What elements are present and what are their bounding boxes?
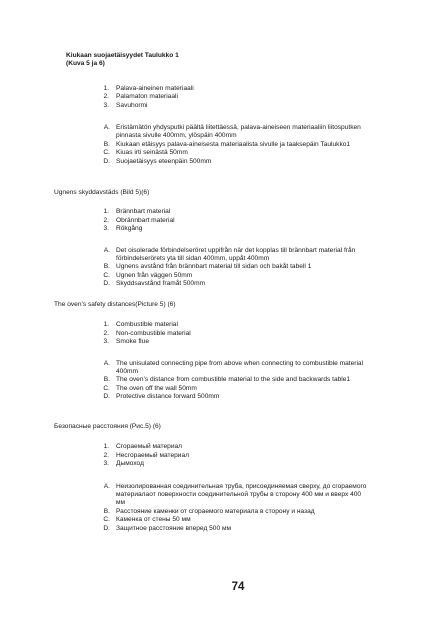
list-item xyxy=(54,385,416,393)
item-text: Palava-aineinen materiaali xyxy=(116,84,194,92)
list-item xyxy=(54,141,416,149)
item-marker: C. xyxy=(103,149,110,157)
item-marker: 2. xyxy=(103,216,109,224)
item-text: Дымоход xyxy=(116,460,144,468)
item-marker: 3. xyxy=(103,101,109,109)
fi-numbered-list xyxy=(54,85,416,110)
item-text: мм xyxy=(116,499,126,507)
item-text: Ugnens avstånd från brännbart material till sidan och bakåt tabell 1 xyxy=(116,263,312,271)
list-item xyxy=(54,525,416,533)
item-text: Suojaetäisyys eteenpäin 500mm xyxy=(116,157,212,165)
item-marker: 2. xyxy=(103,329,109,337)
item-marker: D. xyxy=(103,524,110,532)
item-marker: 1. xyxy=(103,84,109,92)
item-marker: A. xyxy=(103,124,110,132)
item-text: The oven’s distance from combustible material to the side and backwards table1 xyxy=(116,376,351,384)
item-text: Несгораемый материал xyxy=(116,451,189,459)
list-item xyxy=(54,217,416,225)
item-marker: 2. xyxy=(103,451,109,459)
fi-lettered-list xyxy=(54,124,416,166)
item-text: Защитное расстояние вперед 500 мм xyxy=(116,524,232,532)
list-item xyxy=(54,516,416,524)
item-text: Brännbart material xyxy=(116,208,171,216)
item-marker: B. xyxy=(103,263,110,271)
item-text: Eristämätön yhdysputki päältä liitettäessä, palava-aineiseen materiaaliin liitosputken xyxy=(116,124,361,132)
item-marker: C. xyxy=(103,271,110,279)
item-text: Неизолированная соединительная труба, присоединяемая сверху, до сгораемого xyxy=(116,482,367,490)
fi-title-line1: Kiukaan suojaetäisyydet Taulukko 1 xyxy=(66,52,179,59)
item-text: The unisulated connecting pipe from above when connecting to combustible material xyxy=(116,359,364,367)
sv-lettered-list xyxy=(54,247,416,289)
item-text: förbindelserörets yta till sidan 400mm, uppåt 400mm xyxy=(116,255,270,263)
list-item xyxy=(54,149,416,157)
item-marker: B. xyxy=(103,140,110,148)
item-text: Rökgång xyxy=(116,225,143,233)
item-text: Ugnen från väggen 50mm xyxy=(116,271,193,279)
section-english xyxy=(54,301,416,402)
en-heading: The oven’s safety distances(Picture 5) (6) xyxy=(54,301,176,308)
item-marker: 1. xyxy=(103,321,109,329)
list-item xyxy=(54,483,416,508)
ru-heading: Безопасные расстояния (Рис.5) (6) xyxy=(54,423,161,430)
list-item xyxy=(54,208,416,216)
item-marker: A. xyxy=(103,246,110,254)
page-number: 74 xyxy=(231,581,245,593)
section-russian xyxy=(54,423,416,533)
list-item xyxy=(54,508,416,516)
item-text: The oven off the wall 50mm xyxy=(116,384,197,392)
item-text: pinnasta sivulle 400mm, ylöspäin 400mm xyxy=(116,132,237,140)
list-item xyxy=(54,93,416,101)
en-numbered-list xyxy=(54,321,416,346)
list-item xyxy=(54,272,416,280)
item-marker: 1. xyxy=(103,208,109,216)
list-item xyxy=(54,124,416,141)
item-marker: D. xyxy=(103,393,110,401)
sv-heading: Ugnens skyddavstäds (Bild 5)(6) xyxy=(54,189,150,196)
list-item xyxy=(54,321,416,329)
sv-numbered-list xyxy=(54,208,416,233)
list-item xyxy=(54,85,416,93)
item-marker: C. xyxy=(103,516,110,524)
item-text: Combustible material xyxy=(116,321,178,329)
list-item xyxy=(54,443,416,451)
en-lettered-list xyxy=(54,360,416,402)
list-item xyxy=(54,225,416,233)
item-text: Non-combustible material xyxy=(116,329,191,337)
item-marker: D. xyxy=(103,157,110,165)
item-marker: B. xyxy=(103,507,110,515)
ru-lettered-list xyxy=(54,483,416,533)
list-item xyxy=(54,263,416,271)
item-text: Каменка от стены 50 мм xyxy=(116,516,191,524)
list-item xyxy=(54,393,416,401)
item-marker: 3. xyxy=(103,225,109,233)
item-text: Расстояние каменки от сгораемого материала в сторону и назад xyxy=(116,507,315,515)
item-marker: 3. xyxy=(103,460,109,468)
item-marker: C. xyxy=(103,384,110,392)
ru-numbered-list xyxy=(54,443,416,468)
item-text: Kiuas irti seinästä 50mm xyxy=(116,149,188,157)
item-text: материалаот поверхности соединительной трубы в сторону 400 мм и вверх 400 xyxy=(116,491,362,499)
item-marker: D. xyxy=(103,280,110,288)
list-item xyxy=(54,338,416,346)
item-marker: A. xyxy=(103,482,110,490)
item-marker: 2. xyxy=(103,93,109,101)
list-item xyxy=(54,330,416,338)
item-marker: 3. xyxy=(103,338,109,346)
list-item xyxy=(54,247,416,264)
section-finnish xyxy=(54,52,416,166)
item-text: Skyddsavstånd framåt 500mm xyxy=(116,280,206,288)
list-item xyxy=(54,376,416,384)
item-text: Сгораемый материал xyxy=(116,443,183,451)
list-item xyxy=(54,360,416,377)
list-item xyxy=(54,280,416,288)
item-text: Det oisolerade förbindelseröret uppifrån när det kopplas till brännbart material från xyxy=(116,246,356,254)
section-swedish xyxy=(54,189,416,289)
item-text: Protective distance forward 500mm xyxy=(116,393,220,401)
list-item xyxy=(54,102,416,110)
item-text: Palamaton materiaali xyxy=(116,93,178,101)
item-marker: A. xyxy=(103,359,110,367)
list-item xyxy=(54,158,416,166)
item-marker: 1. xyxy=(103,443,109,451)
item-text: 400mm xyxy=(116,368,138,376)
item-marker: B. xyxy=(103,376,110,384)
list-item xyxy=(54,460,416,468)
list-item xyxy=(54,452,416,460)
item-text: Obrännbart material xyxy=(116,216,175,224)
item-text: Smoke flue xyxy=(116,338,149,346)
item-text: Savuhormi xyxy=(116,101,148,109)
item-text: Kiukaan etäisyys palava-aineisesta materiaalista sivulle ja taaksepäin Taulukko1 xyxy=(116,140,351,148)
fi-title-line2: (Kuva 5 ja 6) xyxy=(66,60,105,68)
